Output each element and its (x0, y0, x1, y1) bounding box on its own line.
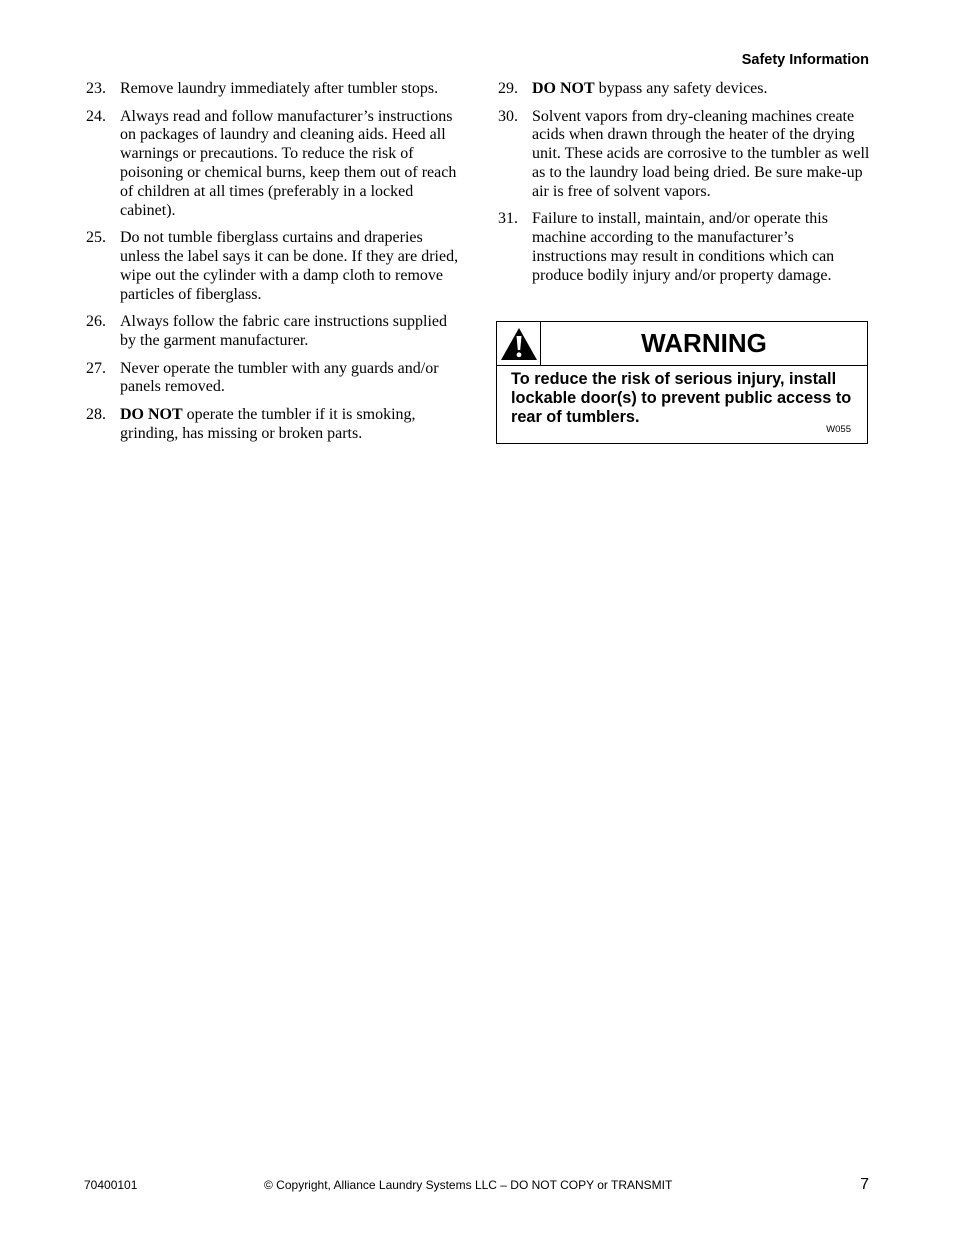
item-number: 31. (498, 210, 518, 228)
list-item (86, 229, 460, 304)
copyright-notice: © Copyright, Alliance Laundry Systems LLC – DO NOT COPY or TRANSMIT (264, 1178, 673, 1192)
list-item (86, 360, 460, 398)
item-number: 29. (498, 80, 518, 97)
item-text: Remove laundry immediately after tumbler stops. (120, 80, 439, 97)
warning-title: WARNING (641, 328, 767, 358)
item-number: 27. (86, 359, 106, 377)
warning-triangle-icon (500, 327, 538, 361)
item-number: 30. (498, 107, 518, 125)
left-column (86, 80, 460, 452)
item-text: Failure to install, maintain, and/or operate this machine according to the manufacturer’s instructions may result in conditions which can produce bodily injury and/or property damage. (532, 210, 835, 284)
item-text: Solvent vapors from dry-cleaning machines create acids when drawn through the heater of the drying unit. These acids are corrosive to the tumbler as well as to the laundry load being dried. Be sure make-up air is free of solvent vapors. (532, 107, 870, 200)
item-text: DO NOT operate the tumbler if it is smoking, grinding, has missing or broken parts. (120, 405, 416, 442)
item-number: 28. (86, 405, 106, 423)
list-item (86, 313, 460, 351)
item-text: Always read and follow manufacturer’s instructions on packages of laundry and cleaning aids. Heed all warnings or precautions. To reduce the risk of poisoning or chemical burns, keep them out of reach of children at all times (preferably in a locked cabinet). (120, 107, 457, 219)
list-item (86, 80, 460, 99)
warning-icon-cell (497, 322, 541, 365)
item-text: Always follow the fabric care instructions supplied by the garment manufacturer. (120, 313, 448, 349)
warning-header (497, 322, 867, 366)
list-item (498, 108, 870, 202)
item-text: Never operate the tumbler with any guards and/or panels removed. (120, 359, 439, 396)
item-number: 23. (86, 80, 106, 97)
warning-text: To reduce the risk of serious injury, install lockable door(s) to prevent public access to rear of tumblers. (511, 370, 852, 426)
item-number: 26. (86, 313, 106, 331)
warning-box (496, 321, 868, 444)
list-item (498, 210, 870, 285)
section-title: Safety Information (741, 52, 869, 68)
item-text: DO NOT bypass any safety devices. (532, 80, 768, 97)
list-item (86, 108, 460, 221)
warning-code: W055 (826, 424, 851, 435)
right-column (498, 80, 870, 294)
list-item (86, 406, 460, 444)
item-number: 24. (86, 107, 106, 125)
item-number: 25. (86, 229, 106, 247)
document-number: 70400101 (84, 1178, 138, 1192)
page-number: 7 (860, 1176, 869, 1193)
item-text: Do not tumble fiberglass curtains and draperies unless the label says it can be done. If they are dried, wipe out the cylinder with a damp cloth to remove particles of fiberglass. (120, 229, 459, 303)
list-item (498, 80, 870, 99)
